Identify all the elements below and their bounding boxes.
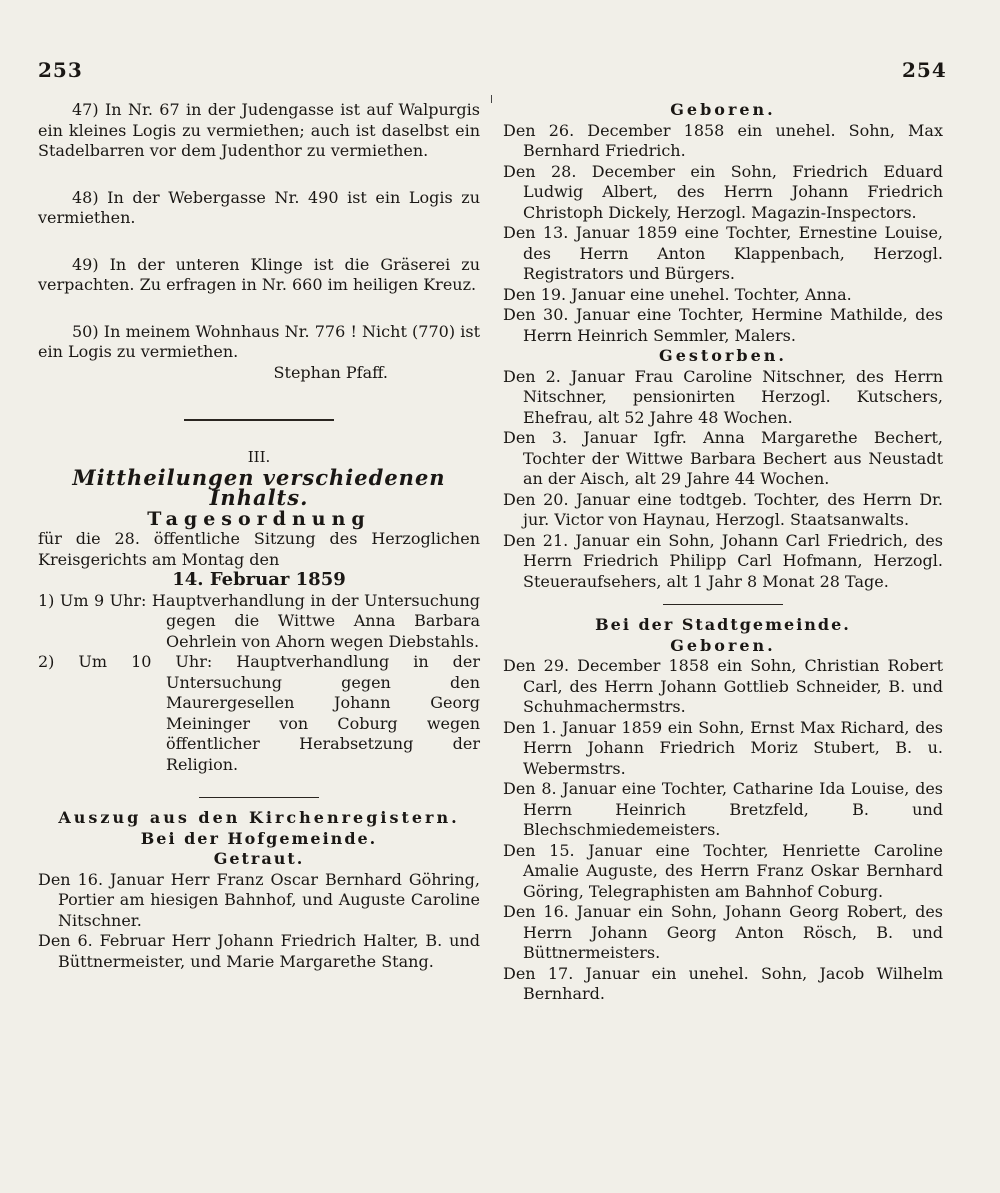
city-born-entry-5: Den 16. Januar ein Sohn, Johann Georg Robert, des Herrn Johann Georg Anton Rösch, B. und Büttnermeisters.	[503, 902, 943, 962]
married-entry-1: Den 16. Januar Herr Franz Oscar Bernhard Göhring, Portier am hiesigen Bahnhof, und Auguste Caroline Nitschner.	[38, 869, 480, 930]
divider	[663, 604, 783, 605]
agenda-date: 14. Februar 1859	[172, 569, 346, 590]
right-column	[503, 100, 943, 1005]
right-page-number: 254	[902, 58, 947, 82]
married-entry-2: Den 6. Februar Herr Johann Friedrich Halter, B. und Büttnermeister, und Marie Margarethe Stang.	[38, 931, 480, 971]
ad-47: 47) In Nr. 67 in der Judengasse ist auf Walpurgis ein kleines Logis zu vermiethen; auch ist daselbst ein Stadelbarren vor dem Judenthor zu vermiethen.	[38, 100, 480, 160]
left-page-number: 253	[38, 58, 83, 82]
born-entry-4: Den 19. Januar eine unehel. Tochter, Anna.	[503, 284, 852, 304]
city-born-heading: Geboren.	[670, 635, 776, 655]
section-rule	[184, 419, 334, 421]
agenda-heading: Tagesordnung	[147, 507, 371, 530]
died-heading: Gestorben.	[659, 346, 787, 365]
died-entry-2: Den 3. Januar Igfr. Anna Margarethe Bechert, Tochter der Wittwe Barbara Bechert aus Neustadt an der Aisch, alt 29 Jahre 44 Wochen.	[503, 428, 943, 488]
agenda-item-1: 1) Um 9 Uhr: Hauptverhandlung in der Untersuchung gegen die Wittwe Anna Barbara Oehrlein von Ahorn wegen Diebstahls.	[38, 590, 480, 651]
agenda-intro: für die 28. öffentliche Sitzung des Herzoglichen Kreisgerichts am Montag den	[38, 529, 480, 569]
born-heading: Geboren.	[670, 100, 776, 119]
ad-50: 50) In meinem Wohnhaus Nr. 776 ! Nicht (770) ist ein Logis zu vermiethen.	[38, 321, 480, 361]
died-entry-4: Den 21. Januar ein Sohn, Johann Carl Friedrich, des Herrn Friedrich Philipp Carl Hofmann, Herzogl. Steueraufsehers, alt 1 Jahr 8 Monat 28 Tage.	[503, 530, 943, 591]
ad-49: 49) In der unteren Klinge ist die Gräserei zu verpachten. Zu erfragen in Nr. 660 im heiligen Kreuz.	[38, 254, 480, 294]
city-born-entry-3: Den 8. Januar eine Tochter, Catharine Ida Louise, des Herrn Heinrich Bretzfeld, B. und Blechschmiedemeisters.	[503, 779, 943, 839]
court-parish-heading: Bei der Hofgemeinde.	[140, 828, 378, 848]
city-born-entry-2: Den 1. Januar 1859 ein Sohn, Ernst Max Richard, des Herrn Johann Friedrich Moriz Stubert, B. u. Webermstrs.	[503, 717, 943, 778]
born-entry-2: Den 28. December ein Sohn, Friedrich Eduard Ludwig Albert, des Herrn Johann Friedrich Christoph Dickely, Herzogl. Magazin-Inspectors.	[503, 161, 943, 222]
section-title: Mittheilungen verschiedenen Inhalts.	[72, 464, 446, 510]
agenda-item-2: 2) Um 10 Uhr: Hauptverhandlung in der Untersuchung gegen den Maurergesellen Johann Georg Meininger von Coburg wegen öffentlicher Herabsetzung der Religion.	[38, 652, 480, 774]
born-entry-3: Den 13. Januar 1859 eine Tochter, Ernestine Louise, des Herrn Anton Klappenbach, Herzogl. Registrators und Bürgers.	[503, 223, 943, 283]
died-entry-3: Den 20. Januar eine todtgeb. Tochter, des Herrn Dr. jur. Victor von Haynau, Herzogl. Staatsanwalts.	[503, 489, 943, 529]
married-heading: Getraut.	[213, 849, 305, 868]
city-born-entry-4: Den 15. Januar eine Tochter, Henriette Caroline Amalie Auguste, des Herrn Franz Oskar Bernhard Göring, Telegraphisten am Bahnhof Coburg.	[503, 840, 943, 901]
left-column	[38, 100, 480, 972]
divider	[199, 797, 319, 798]
born-entry-1: Den 26. December 1858 ein unehel. Sohn, Max Bernhard Friedrich.	[503, 120, 943, 160]
ad-48: 48) In der Webergasse Nr. 490 ist ein Logis zu vermiethen.	[38, 187, 480, 227]
died-entry-1: Den 2. Januar Frau Caroline Nitschner, des Herrn Nitschner, pensionirten Herzogl. Kutschers, Ehefrau, alt 52 Jahre 48 Wochen.	[503, 366, 943, 427]
city-born-entry-1: Den 29. December 1858 ein Sohn, Christian Robert Carl, des Herrn Johann Gottlieb Schneider, B. und Schuhmachermstrs.	[503, 656, 943, 716]
signature: Stephan Pfaff.	[273, 362, 388, 382]
born-entry-5: Den 30. Januar eine Tochter, Hermine Mathilde, des Herrn Heinrich Semmler, Malers.	[503, 305, 943, 345]
city-parish-heading: Bei der Stadtgemeinde.	[595, 615, 851, 634]
gutter-mark	[491, 95, 492, 103]
registry-heading: Auszug aus den Kirchenregistern.	[58, 808, 460, 827]
city-born-entry-6: Den 17. Januar ein unehel. Sohn, Jacob Wilhelm Bernhard.	[503, 963, 943, 1003]
section-number: III.	[247, 448, 271, 466]
